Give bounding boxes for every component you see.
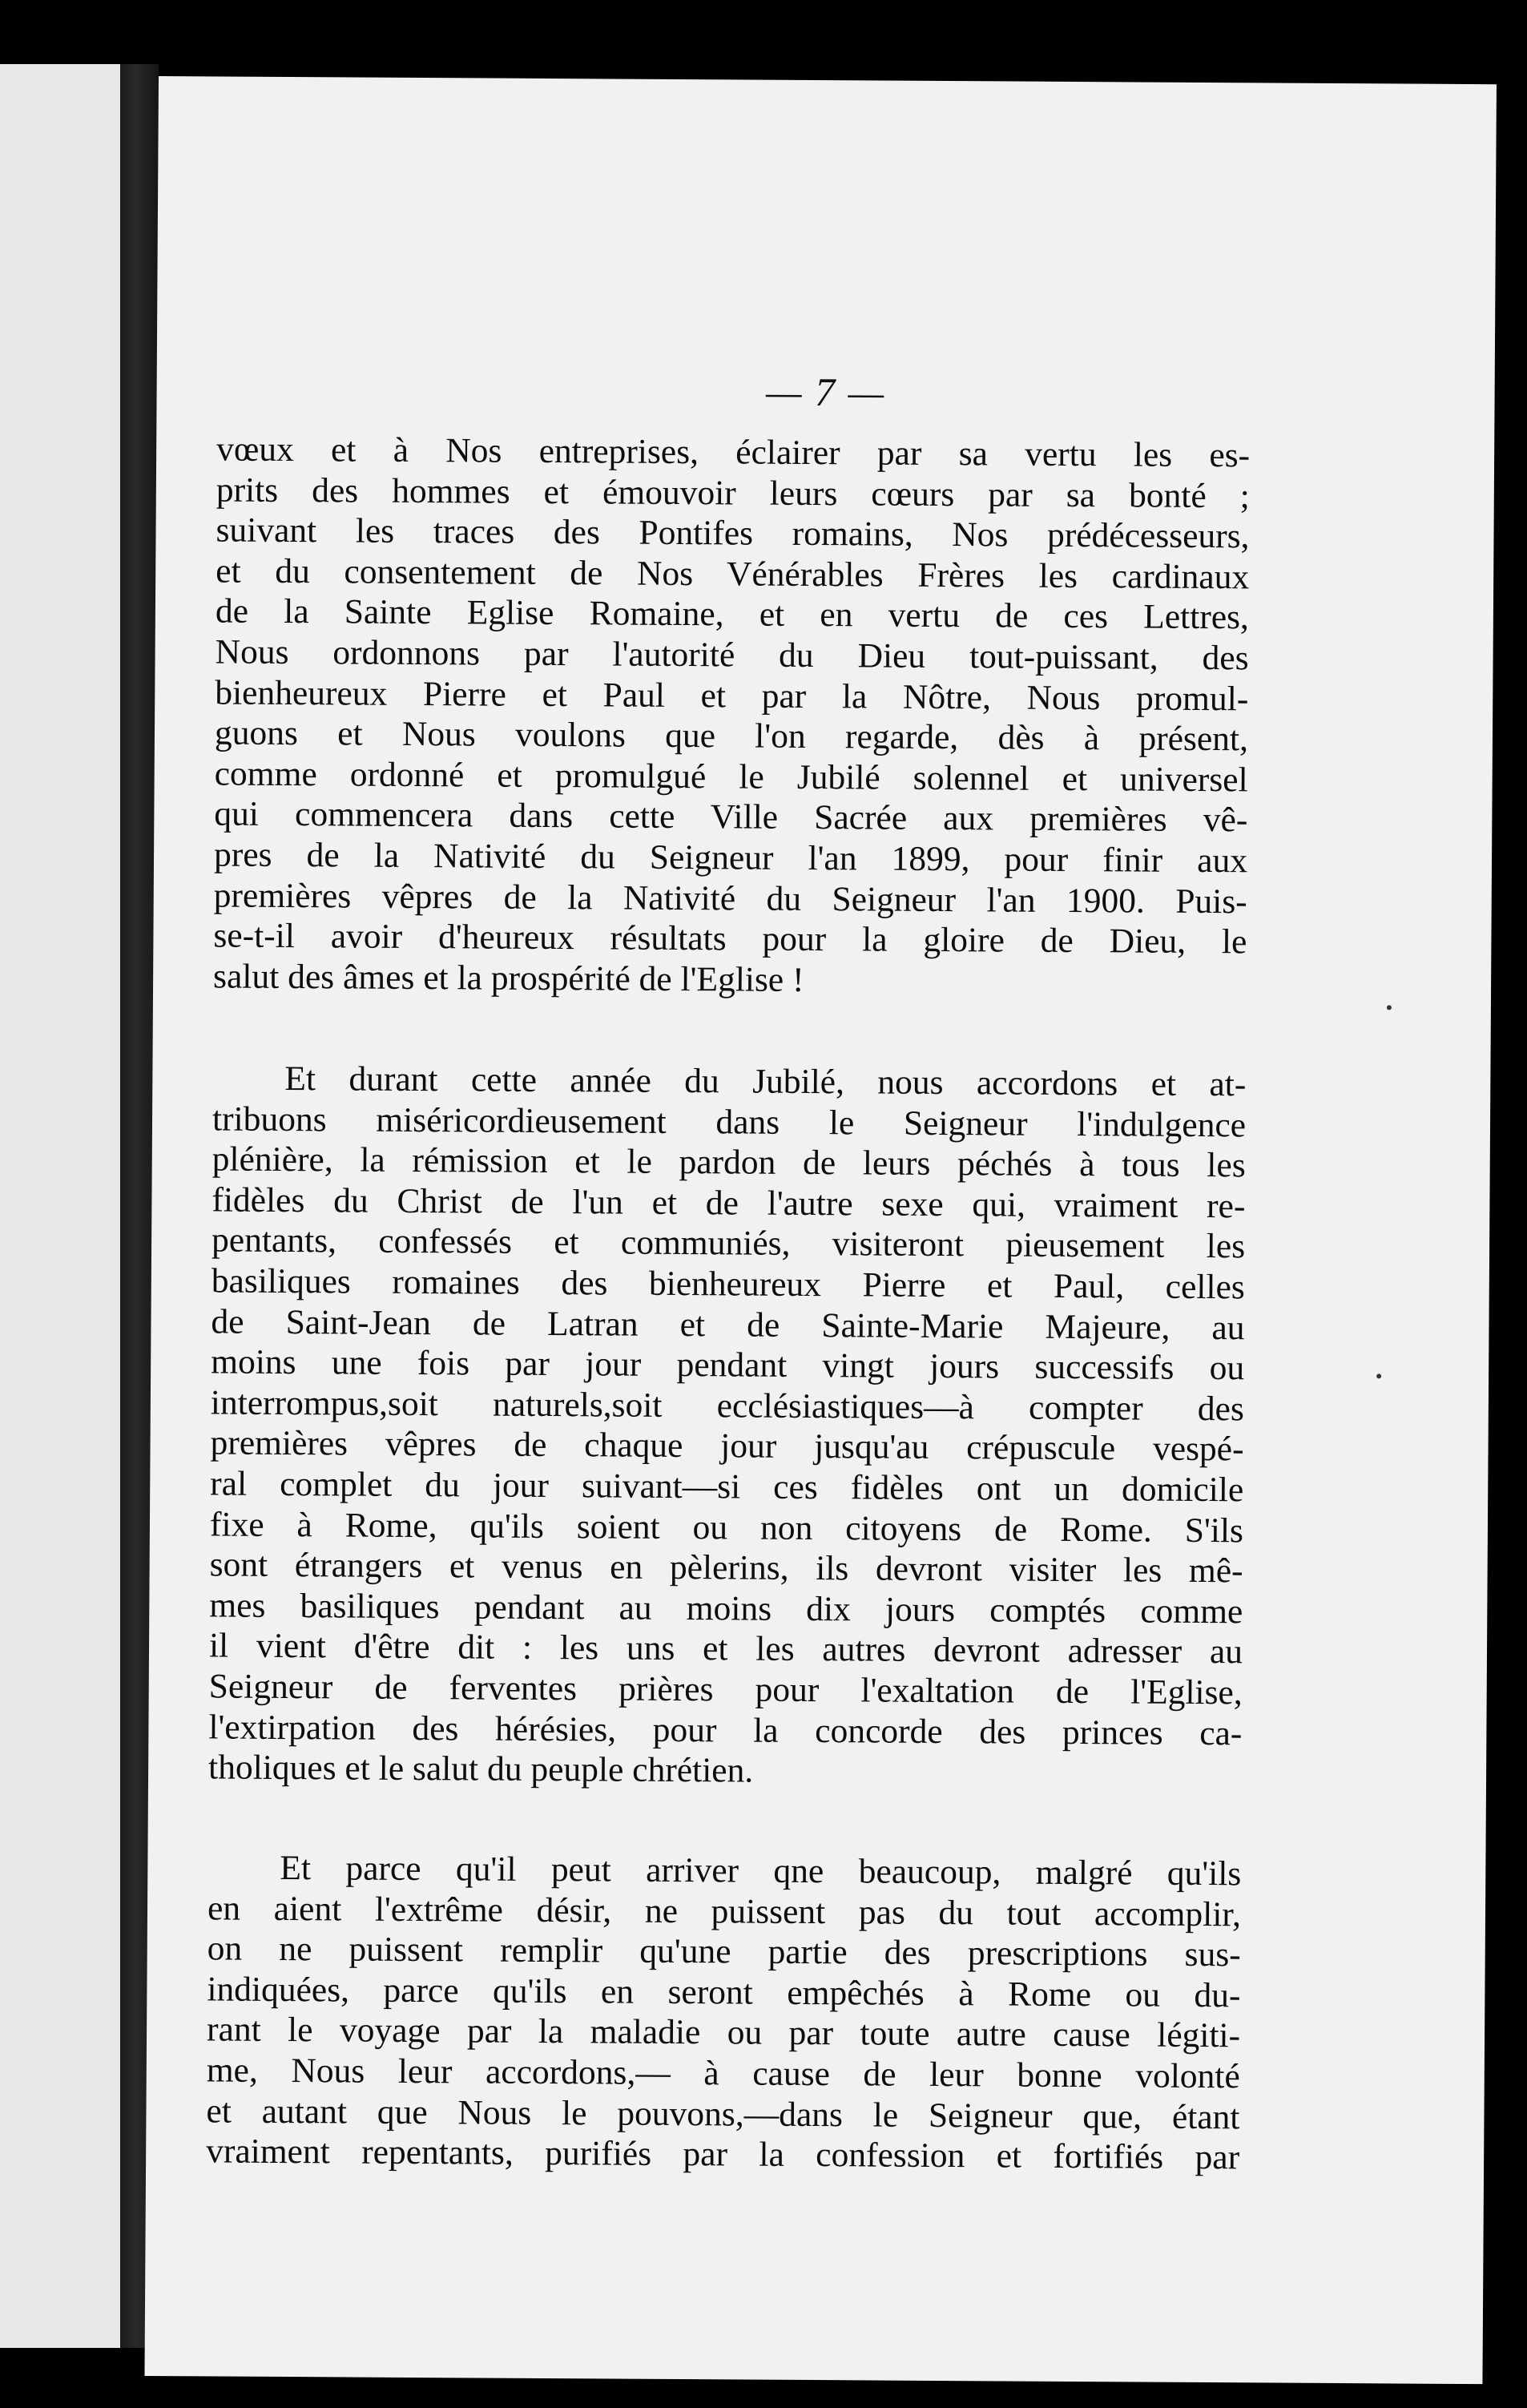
text-line: en aient l'extrême désir, ne puissent pas du tout accomplir,	[207, 1889, 1242, 1934]
text-line: il vient d'être dit : les uns et les autres devront adresser au	[208, 1626, 1243, 1672]
text-line: indiquées, parce qu'ils en seront empêchés à Rome ou du-	[207, 1970, 1241, 2015]
text-line: l'extirpation des hérésies, pour la concorde des princes ca-	[208, 1707, 1243, 1753]
text-line: fidèles du Christ de l'un et de l'autre sexe qui, vraiment re-	[212, 1180, 1246, 1226]
text-line: on ne puissent remplir qu'une partie des prescriptions sus-	[207, 1929, 1241, 1974]
paragraph-1	[213, 429, 1250, 1002]
text-line: plénière, la rémission et le pardon de leurs péchés à tous les	[212, 1139, 1246, 1185]
text-line: et autant que Nous le pouvons,—dans le Seigneur que, étant	[206, 2091, 1240, 2136]
text-line: et du consentement de Nos Vénérables Frères les cardinaux	[216, 551, 1250, 597]
text-line: rant le voyage par la maladie ou par toute autre cause légiti-	[206, 2010, 1241, 2055]
text-line: salut des âmes et la prospérité de l'Eglise !	[212, 957, 804, 999]
text-line: comme ordonné et promulgué le Jubilé solennel et universel	[214, 754, 1248, 800]
text-line: Nous ordonnons par l'autorité du Dieu tout-puissant, des	[215, 632, 1249, 678]
paragraph-3	[206, 1847, 1241, 2178]
paragraph-2	[208, 1058, 1247, 1794]
text-line: sont étrangers et venus en pèlerins, ils devront visiter les mê-	[209, 1545, 1243, 1591]
text-line: tribuons miséricordieusement dans le Seigneur l'indulgence	[212, 1099, 1247, 1144]
text-line: moins une fois par jour pendant vingt jours successifs ou	[211, 1342, 1245, 1388]
speck-mark	[1376, 1373, 1381, 1378]
text-line: de la Sainte Eglise Romaine, et en vertu de ces Lettres,	[215, 591, 1250, 637]
text-line: pres de la Nativité du Seigneur l'an 1899, pour finir aux	[213, 835, 1248, 881]
speck-mark	[1387, 1005, 1392, 1010]
text-line: premières vêpres de la Nativité du Seigneur l'an 1900. Puis-	[213, 875, 1247, 921]
text-line: fixe à Rome, qu'ils soient ou non citoyens de Rome. S'ils	[209, 1504, 1244, 1550]
text-line: mes basiliques pendant au moins dix jours comptés comme	[209, 1586, 1243, 1632]
text-line: de Saint-Jean de Latran et de Sainte-Marie Majeure, au	[211, 1301, 1245, 1347]
text-line: tholiques et le salut du peuple chrétien.	[207, 1748, 754, 1790]
text-line: suivant les traces des Pontifes romains, Nos prédécesseurs,	[216, 510, 1250, 556]
text-line: premières vêpres de chaque jour jusqu'au crépuscule vespé-	[210, 1423, 1244, 1469]
text-line: me, Nous leur accordons,— à cause de leur bonne volonté	[206, 2051, 1240, 2096]
text-line: pentants, confessés et communiés, visiteront pieusement les	[211, 1220, 1246, 1266]
text-line: prits des hommes et émouvoir leurs cœurs par sa bonté ;	[216, 470, 1250, 515]
text-line: vraiment repentants, purifiés par la confession et fortifiés par	[206, 2132, 1240, 2177]
text-line: Et durant cette année du Jubilé, nous accordons et at-	[284, 1059, 1247, 1104]
text-line: qui commencera dans cette Ville Sacrée aux premières vê-	[214, 794, 1248, 840]
book-page	[144, 76, 1497, 2384]
text-line: Seigneur de ferventes prières pour l'exaltation de l'Eglise,	[208, 1667, 1243, 1712]
text-line: vœux et à Nos entreprises, éclairer par sa vertu les es-	[216, 430, 1251, 475]
text-line: basiliques romaines des bienheureux Pierre et Paul, celles	[211, 1261, 1245, 1307]
left-page-edge	[0, 64, 120, 2348]
page-number: — 7 —	[765, 369, 886, 415]
text-line: bienheureux Pierre et Paul et par la Nôtre, Nous promul-	[215, 673, 1249, 718]
text-line: ral complet du jour suivant—si ces fidèles ont un domicile	[210, 1464, 1244, 1510]
text-line: se-t-il avoir d'heureux résultats pour la gloire de Dieu, le	[213, 916, 1247, 962]
text-line: guons et Nous voulons que l'on regarde, dès à présent,	[214, 713, 1249, 759]
text-line: interrompus,soit naturels,soit ecclésiastiques—à compter des	[210, 1383, 1245, 1429]
text-line: Et parce qu'il peut arriver qne beaucoup, malgré qu'ils	[280, 1848, 1242, 1894]
